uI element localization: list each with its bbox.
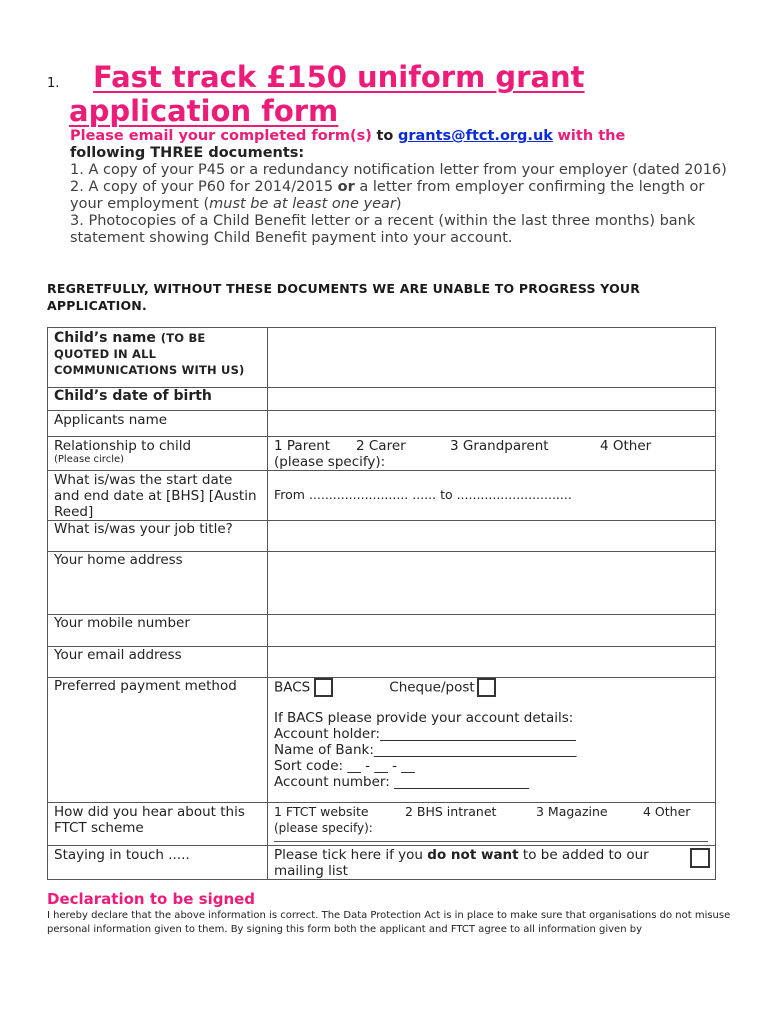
email-field[interactable] (268, 647, 716, 678)
declaration-text: I hereby declare that the above information is correct. The Data Protection Act is in place to make sure that organisations do not misuse personal information given to them. By signing this form both the applicant and FTCT agree to all information given by (47, 910, 731, 935)
declaration-title: Declaration to be signed (47, 890, 256, 908)
documents-heading: following THREE documents: (70, 145, 305, 161)
child-name-field[interactable] (268, 328, 716, 388)
mailing-optout-checkbox[interactable] (690, 848, 710, 868)
hear-option-intranet[interactable]: 2 BHS intranet (405, 804, 497, 819)
mobile-field[interactable] (268, 615, 716, 647)
mobile-text: Your mobile number (54, 615, 190, 631)
list-number: 1. (47, 76, 60, 91)
relationship-options (268, 437, 716, 471)
document-2-b: a letter from employer confirming the length or your employment ( (70, 179, 705, 212)
hear-about-options (268, 803, 716, 846)
dates-field[interactable] (268, 471, 716, 521)
mobile-label (48, 615, 268, 647)
dates-value: From ......................... ...... to ............................. (274, 487, 572, 502)
applicant-name-field[interactable] (268, 411, 716, 437)
home-address-label (48, 552, 268, 615)
hear-about-label (48, 803, 268, 846)
relationship-option-grandparent[interactable]: 3 Grandparent (450, 438, 549, 454)
optout-text-b: to be added to our mailing list (274, 847, 649, 879)
account-number-field[interactable]: Account number: ____________________ (274, 774, 530, 790)
job-title-field[interactable] (268, 521, 716, 552)
applicant-name-text: Applicants name (54, 412, 168, 428)
document-2-c: ) (395, 196, 402, 212)
mailing-list-optout (268, 846, 716, 880)
warning-notice: REGRETFULLY, WITHOUT THESE DOCUMENTS WE ARE UNABLE TO PROGRESS YOUR APPLICATION. (47, 281, 641, 313)
document-2-a: 2. A copy of your P60 for 2014/2015 (70, 179, 334, 195)
child-dob-field[interactable] (268, 388, 716, 411)
payment-method-text: Preferred payment method (54, 678, 237, 694)
home-address-field[interactable] (268, 552, 716, 615)
email-label (48, 647, 268, 678)
home-address-text: Your home address (54, 552, 183, 568)
cheque-label: Cheque/post (389, 679, 475, 696)
dates-text: What is/was the start date and end date at [BHS] [Austin Reed] (54, 472, 257, 520)
relationship-option-carer[interactable]: 2 Carer (356, 438, 406, 454)
bacs-checkbox[interactable] (314, 678, 333, 697)
hear-specify[interactable]: (please specify): (274, 820, 708, 842)
bacs-details-heading: If BACS please provide your account details: (274, 710, 574, 726)
staying-in-touch-text: Staying in touch ..... (54, 847, 190, 863)
job-title-text: What is/was your job title? (54, 521, 233, 537)
hear-option-website[interactable]: 1 FTCT website (274, 804, 369, 819)
account-holder-field[interactable]: Account holder:_____________________________ (274, 726, 576, 742)
instruction-to: to (376, 128, 394, 144)
page-title (69, 60, 749, 128)
title-line-1: Fast track £150 uniform grant (93, 60, 585, 94)
cheque-checkbox[interactable] (477, 678, 496, 697)
child-dob-text: Child’s date of birth (54, 388, 212, 404)
instruction-email-prefix: Please email your completed form(s) (70, 128, 372, 144)
document-2-or: or (337, 179, 355, 195)
child-name-text: Child’s name (54, 330, 156, 346)
hear-about-text: How did you hear about this FTCT scheme (54, 804, 245, 836)
document-1: 1. A copy of your P45 or a redundancy notification letter from your employer (dated 2016) (70, 162, 727, 178)
child-dob-label (48, 388, 268, 411)
payment-method-label (48, 678, 268, 803)
hear-option-magazine[interactable]: 3 Magazine (536, 804, 608, 819)
optout-text-a: Please tick here if you (274, 847, 423, 863)
title-line-2: application form (69, 94, 339, 128)
instructions (70, 128, 740, 247)
sort-code-field[interactable]: Sort code: __ - __ - __ (274, 758, 415, 774)
email-text: Your email address (54, 647, 182, 663)
staying-in-touch-label (48, 846, 268, 880)
dates-label (48, 471, 268, 521)
hear-option-other[interactable]: 4 Other (643, 804, 691, 819)
relationship-label (48, 437, 268, 471)
bank-name-field[interactable]: Name of Bank:______________________________ (274, 742, 577, 758)
applicant-name-label (48, 411, 268, 437)
relationship-text: Relationship to child (54, 438, 192, 454)
job-title-label (48, 521, 268, 552)
relationship-specify: (please specify): (274, 454, 386, 470)
payment-method-field (268, 678, 716, 803)
child-name-label (48, 328, 268, 388)
relationship-note: (Please circle) (54, 454, 125, 465)
relationship-option-other[interactable]: 4 Other (600, 438, 652, 454)
application-form-table (47, 327, 716, 880)
document-3: 3. Photocopies of a Child Benefit letter or a recent (within the last three months) bank statement showing Child Benefit payment into your account. (70, 213, 696, 246)
document-2 (70, 179, 740, 213)
grants-email-link[interactable]: grants@ftct.org.uk (397, 128, 553, 144)
bacs-label: BACS (274, 679, 311, 696)
optout-text-bold: do not want (427, 847, 519, 863)
document-2-italic: must be at least one year (209, 196, 396, 212)
relationship-option-parent[interactable]: 1 Parent (274, 438, 331, 454)
child-name-note: (TO BE QUOTED IN ALL COMMUNICATIONS WITH US) (54, 331, 245, 377)
instruction-with-the: with the (557, 128, 626, 144)
